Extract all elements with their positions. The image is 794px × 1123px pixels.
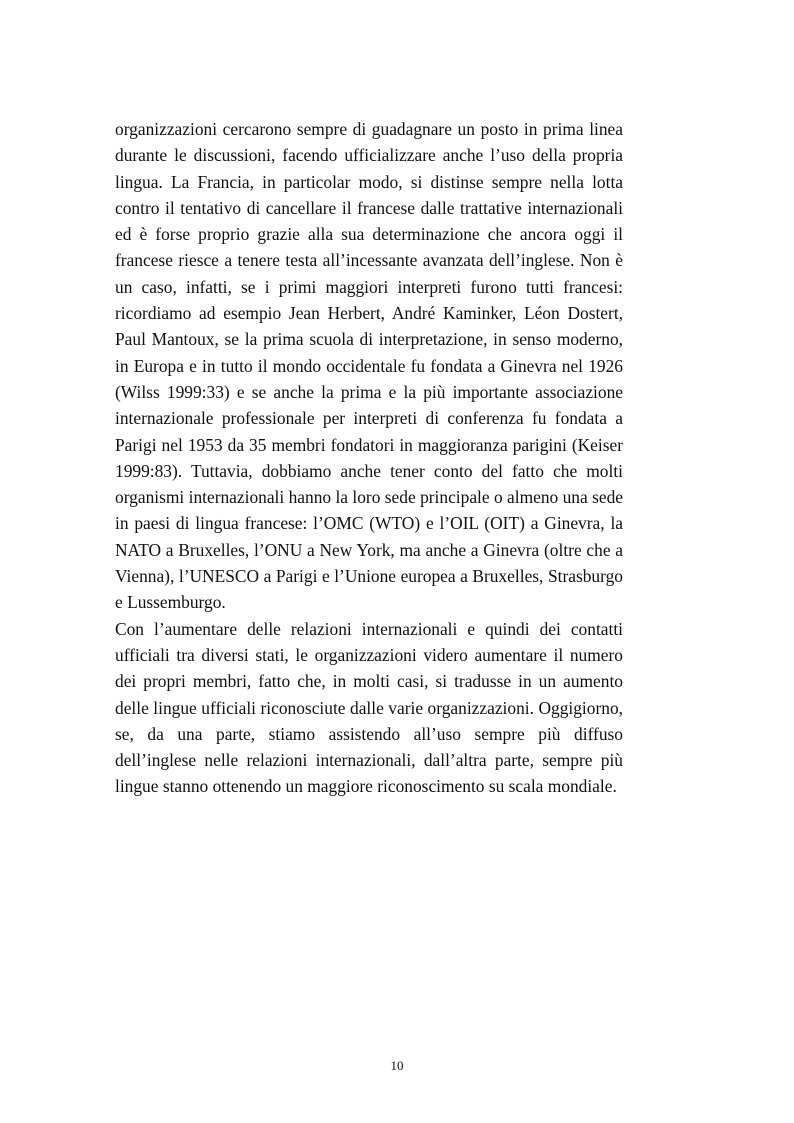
body-text [115,116,623,800]
paragraph-1: organizzazioni cercarono sempre di guadagnare un posto in prima linea durante le discussioni, facendo ufficializzare anche l’uso della propria lingua. La Francia, in particolar modo, si distinse sempre nella lotta contro il tentativo di cancellare il francese dalle trattative internazionali ed è forse proprio grazie alla sua determinazione che ancora oggi il francese riesce a tenere testa all’incessante avanzata dell’inglese. Non è un caso, infatti, se i primi maggiori interpreti furono tutti francesi: ricordiamo ad esempio Jean Herbert, André Kaminker, Léon Dostert, Paul Mantoux, se la prima scuola di interpretazione, in senso moderno, in Europa e in tutto il mondo occidentale fu fondata a Ginevra nel 1926 (Wilss 1999:33) e se anche la prima e la più importante associazione internazionale professionale per interpreti di conferenza fu fondata a Parigi nel 1953 da 35 membri fondatori in maggioranza parigini (Keiser 1999:83). Tuttavia, dobbiamo anche tener conto del fatto che molti organismi internazionali hanno la loro sede principale o almeno una sede in paesi di lingua francese: l’OMC (WTO) e l’OIL (OIT) a Ginevra, la NATO a Bruxelles, l’ONU a New York, ma anche a Ginevra (oltre che a Vienna), l’UNESCO a Parigi e l’Unione europea a Bruxelles, Strasburgo e Lussemburgo. [115,119,623,613]
page-number: 10 [390,1058,404,1073]
paragraph-2: Con l’aumentare delle relazioni internazionali e quindi dei contatti ufficiali tra diversi stati, le organizzazioni videro aumentare il numero dei propri membri, fatto che, in molti casi, si tradusse in un aumento delle lingue ufficiali riconosciute dalle varie organizzazioni. Oggigiorno, se, da una parte, stiamo assistendo all’uso sempre più diffuso dell’inglese nelle relazioni internazionali, dall’altra parte, sempre più lingue stanno ottenendo un maggiore riconoscimento su scala mondiale. [115,618,623,797]
